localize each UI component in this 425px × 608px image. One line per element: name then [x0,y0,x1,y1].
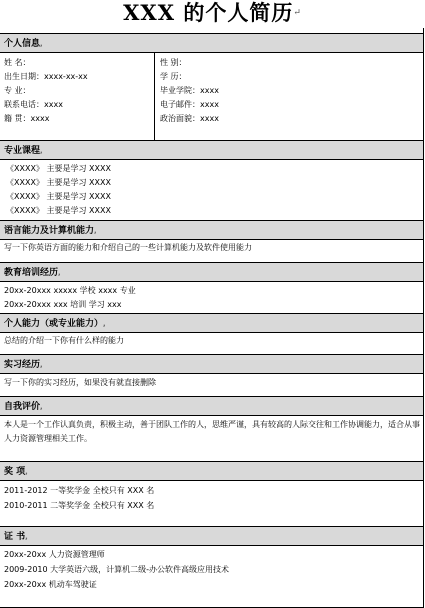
resume-title: XXX 的个人简历↵ [123,0,302,25]
course-item: 《XXXX》 主要是学习 XXXX [6,192,111,201]
ability-text: 总结的介绍一下你有什么样的能力 [4,336,124,345]
section-header-skills: 语言能力及计算机能力, [0,220,423,240]
section-header-education: 教育培训经历, [0,262,423,282]
certificate-item: 20xx-20xx 人力资源管理师 [4,550,105,559]
section-header-info: 个人信息, [0,33,423,53]
info-major: 专 业： [4,86,31,95]
info-name: 姓 名： [4,58,31,67]
section-header-awards: 奖 项, [0,461,423,481]
course-item: 《XXXX》 主要是学习 XXXX [6,178,111,187]
course-item: 《XXXX》 主要是学习 XXXX [6,164,111,173]
info-school: 毕业学院：xxxx [160,86,219,95]
skills-text: 写一下你英语方面的能力和介绍自己的一些计算机能力及软件使用能力 [4,243,252,252]
section-header-certificates: 证 书, [0,526,423,546]
info-degree: 学 历： [160,72,187,81]
info-politics: 政治面貌：xxxx [160,114,219,123]
info-phone: 联系电话：xxxx [4,100,63,109]
section-header-self-evaluation: 自我评价, [0,396,423,416]
section-header-courses: 专业课程, [0,140,423,160]
internship-text: 写一下你的实习经历，如果没有就直接删除 [4,378,156,387]
section-header-internship: 实习经历, [0,354,423,374]
education-item: 20xx-20xxx xxxxx 学校 xxxx 专业 [4,286,136,295]
education-item: 20xx-20xxx xxx 培训 学习 xxx [4,300,122,309]
award-item: 2011-2012 一等奖学金 全校只有 XXX 名 [4,486,155,495]
course-item: 《XXXX》 主要是学习 XXXX [6,206,111,215]
self-evaluation-text: 本人是一个工作认真负责，积极主动，善于团队工作的人，思维严谨，具有较高的人际交往和工作协调能力，适合从事人力资源管理相关工作。 [4,420,420,443]
certificate-item: 20xx-20xx 机动车驾驶证 [4,580,97,589]
info-hometown: 籍 贯：xxxx [4,114,50,123]
award-item: 2010-2011 二等奖学金 全校只有 XXX 名 [4,501,155,510]
section-header-ability: 个人能力（或专业能力）, [0,313,423,333]
info-column-divider [154,53,155,140]
certificate-item: 2009-2010 大学英语六级，计算机二级-办公软件高级应用技术 [4,565,230,574]
info-birthdate: 出生日期：xxxx-xx-xx [4,72,88,81]
info-gender: 性 别： [160,58,187,67]
info-email: 电子邮件：xxxx [160,100,219,109]
